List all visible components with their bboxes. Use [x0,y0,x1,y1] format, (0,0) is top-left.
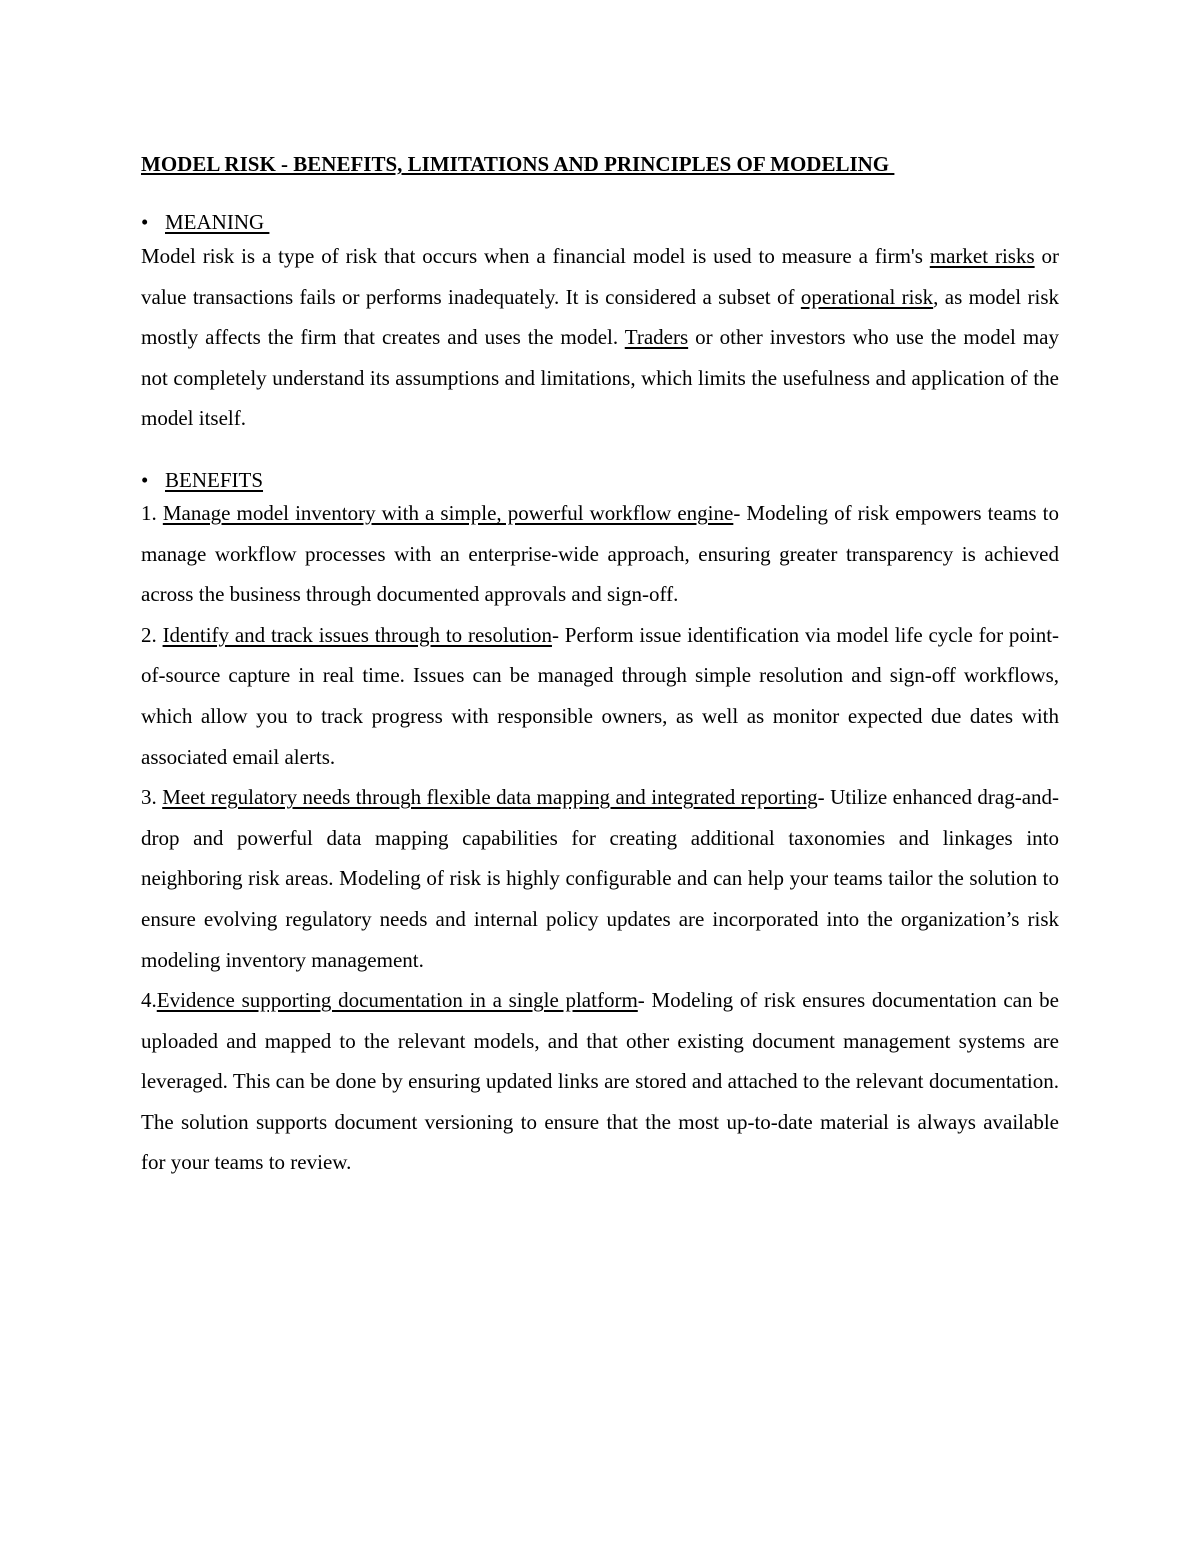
meaning-text-1: Model risk is a type of risk that occurs when a financial model is used to measure a firm's [141,244,930,268]
benefit-title: Identify and track issues through to resolution [162,622,552,647]
benefit-number: 2. [141,622,163,647]
benefits-heading-row [141,468,1059,493]
benefit-item-2 [141,615,1059,777]
benefit-title: Manage model inventory with a simple, powerful workflow engine [162,500,734,525]
document-title: MODEL RISK - BENEFITS, LIMITATIONS AND PRINCIPLES OF MODELING [141,152,895,176]
meaning-text-3: , as model risk mostly affects the firm that creates and uses the model. [141,284,1059,350]
meaning-heading: MEANING [165,210,270,234]
benefit-text: - Utilize enhanced drag-and-drop and powerful data mapping capabilities for creating additional taxonomies and linkages into neighboring risk areas. Modeling of risk is highly configurable and can help your teams tailor the solution to ensure evolving regulatory needs and internal policy updates are incorporated into the organization’s risk modeling inventory management. [141,785,1060,972]
benefits-list [141,493,1059,1183]
operational-risk-link[interactable]: operational risk [800,284,934,309]
benefits-heading: BENEFITS [165,467,264,492]
benefit-text: - Perform issue identification via model life cycle for point-of-source capture in real time. Issues can be managed through simple resolution and sign-off workflows, which allow you to track progress with responsible owners, as well as monitor expected due dates with associated email alerts. [141,622,1060,769]
benefit-title: Evidence supporting documentation in a single platform [156,988,638,1013]
benefit-number: 3. [141,785,163,810]
meaning-text-2: or value transactions fails or performs inadequately. It is considered a subset of [141,244,1059,309]
benefit-item-4 [141,980,1059,1183]
traders-link[interactable]: Traders [624,325,689,350]
benefit-item-3 [141,777,1059,980]
meaning-heading-row [141,210,1059,235]
meaning-paragraph [141,236,1059,439]
benefit-title: Meet regulatory needs through flexible data mapping and integrated reporting [162,785,818,810]
benefit-item-1 [141,493,1059,615]
market-risks-link[interactable]: market risks [929,244,1035,268]
document-body [141,146,1059,1183]
meaning-text-4: or other investors who use the model may not completely understand its assumptions and limitations, which limits the usefulness and application of the model itself. [141,325,1059,431]
benefit-number: 1. [141,500,163,525]
bullet-icon: • [141,210,149,234]
benefit-text: - Modeling of risk ensures documentation can be uploaded and mapped to the relevant models, and that other existing document management systems are leveraged. This can be done by ensuring updated links are stored and attached to the relevant documentation. The solution supports document versioning to ensure that the most up-to-date material is always available for your teams to review. [141,988,1060,1175]
bullet-icon: • [141,467,149,492]
benefit-text: - Modeling of risk empowers teams to manage workflow processes with an enterprise-wide approach, ensuring greater transparency is achieved across the business through documented approvals and sign-off. [141,500,1060,607]
benefit-number: 4. [141,988,157,1013]
